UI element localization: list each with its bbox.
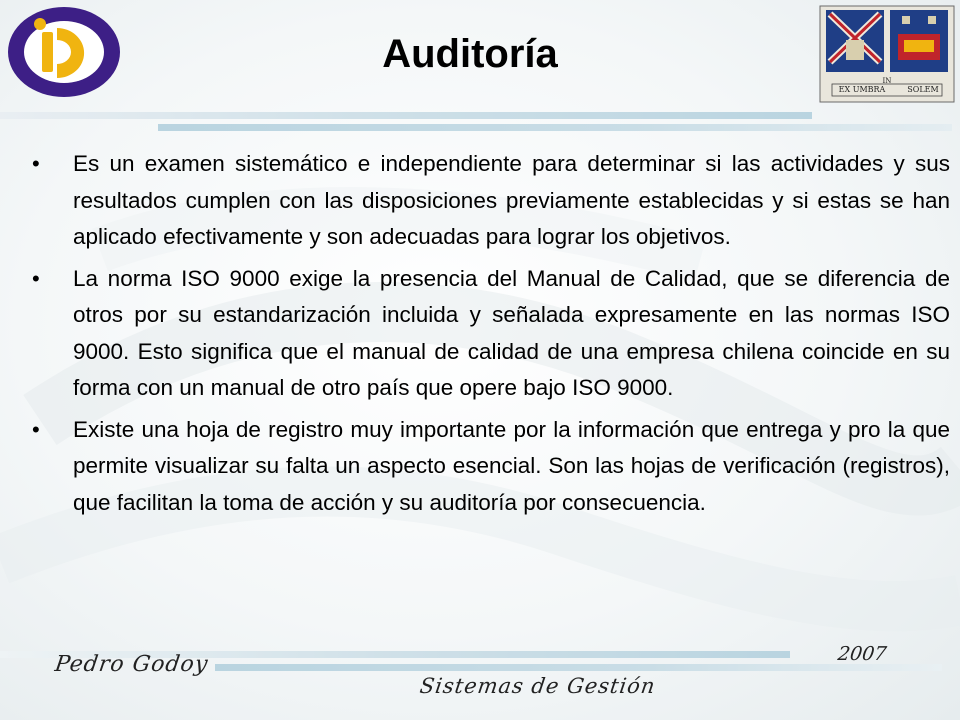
- bullet-text: La norma ISO 9000 exige la presencia del Manual de Calidad, que se diferencia de otros por su estandarización incluida y señalada expresamente en las normas ISO 9000. Esto significa que el manual de calidad de una empresa chilena coincide en su forma con un manual de otro país que opere bajo ISO 9000.: [73, 265, 950, 400]
- footer-year: 2007: [836, 643, 888, 665]
- bullet-text: Existe una hoja de registro muy importante por la información que entrega y pro la que permite visualizar su falta un aspecto esencial. Son las hojas de verificación (registros), que facilitan la toma de acción y su auditoría por consecuencia.: [73, 416, 950, 515]
- crest-motto-right: SOLEM: [907, 85, 939, 94]
- crest-motto-left: EX UMBRA: [838, 85, 886, 94]
- bullet-item: [28, 146, 950, 256]
- bullet-item: [28, 261, 950, 407]
- crest-motto-mid: IN: [882, 77, 892, 85]
- bullet-dot: •: [32, 265, 40, 291]
- top-divider-bar: [0, 112, 812, 119]
- bullet-dot: •: [32, 416, 40, 442]
- bullet-dot: •: [32, 151, 40, 176]
- footer-subject: Sistemas de Gestión: [418, 674, 658, 698]
- footer-author: Pedro Godoy: [53, 652, 211, 677]
- top-divider-bar-2: [158, 124, 952, 131]
- bullet-text: Es un examen sistemático e independiente para determinar si las actividades y sus resultados cumplen con las disposiciones previamente establecidas y si estas se han aplicado efectivamente y son adecuadas para lograr los objetivos.: [73, 151, 950, 249]
- page-title: Auditoría: [382, 32, 558, 76]
- bullet-list: [28, 146, 950, 526]
- bullet-item: [28, 412, 950, 522]
- bottom-divider-bar-2: [215, 664, 942, 671]
- id-logo: [2, 2, 124, 102]
- university-crest: [818, 4, 956, 104]
